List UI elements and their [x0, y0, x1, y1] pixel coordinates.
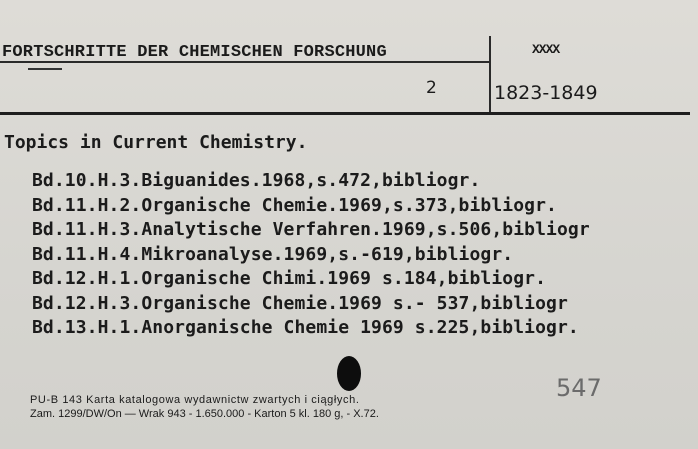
- entry-list: [32, 170, 698, 342]
- footer-line-2: Zam. 1299/DW/On — Wrak 943 - 1.650.000 - Karton 5 kl. 180 g, - X.72.: [30, 408, 379, 420]
- section-heading: Topics in Current Chemistry.: [4, 132, 308, 153]
- list-item: Bd.11.H.2.Organische Chemie.1969,s.373,bibliogr.: [32, 194, 557, 216]
- list-item: Bd.12.H.3.Organische Chemie.1969 s.- 537,bibliogr: [32, 292, 568, 314]
- year-range: 1823-1849: [494, 82, 598, 104]
- vertical-divider: [489, 36, 491, 114]
- underline-mark: [28, 68, 62, 70]
- list-item: Bd.11.H.4.Mikroanalyse.1969,s.-619,bibliogr.: [32, 243, 514, 265]
- list-item: Bd.13.H.1.Anorganische Chemie 1969 s.225,bibliogr.: [32, 317, 579, 338]
- footer-line-1: PU-B 143 Karta katalogowa wydawnictw zwartych i ciągłych.: [30, 394, 360, 406]
- list-item: Bd.11.H.3.Analytische Verfahren.1969,s.506,bibliogr: [32, 219, 590, 240]
- stamp-mark: XXXX: [532, 42, 560, 57]
- series-number: 2: [426, 78, 437, 98]
- list-item: Bd.10.H.3.Biguanides.1968,s.472,bibliogr.: [32, 170, 481, 191]
- header-bottom-rule: [0, 112, 690, 115]
- punch-hole: [337, 356, 361, 391]
- list-item: Bd.12.H.1.Organische Chimi.1969 s.184,bibliogr.: [32, 268, 547, 289]
- handwritten-number: 547: [556, 374, 602, 402]
- series-title: FORTSCHRITTE DER CHEMISCHEN FORSCHUNG: [2, 43, 387, 62]
